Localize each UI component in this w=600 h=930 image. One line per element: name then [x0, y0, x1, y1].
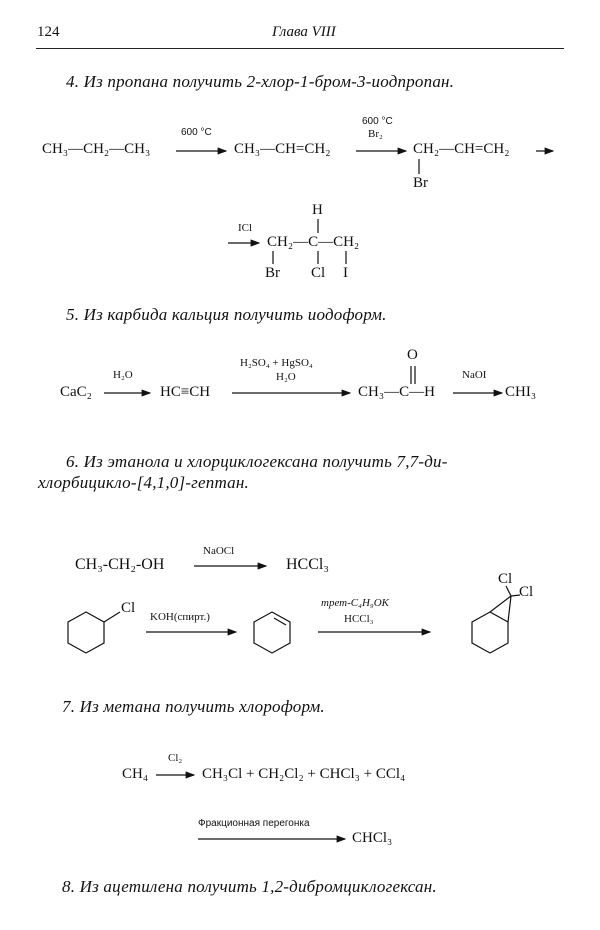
bicycle-ring: [472, 612, 508, 653]
task-5: [66, 305, 387, 325]
condition-koh: KOH(спирт.): [150, 611, 210, 623]
task-text: Из ацетилена получить 1,2-дибромциклогексан.: [79, 877, 437, 896]
condition-acid-mercury: H₂SO₄ + HgSO₄: [240, 357, 313, 369]
ethanol: CH₃-CH₂-OH: [75, 556, 165, 573]
page-number: 124: [37, 24, 60, 40]
product-br: Br: [265, 265, 280, 281]
condition-naocl: NaOCl: [203, 545, 235, 557]
task-number: 4.: [66, 72, 80, 91]
condition-naoi: NaOI: [462, 369, 487, 381]
product-cl: Cl: [311, 265, 326, 281]
product-i: I: [343, 265, 348, 281]
task-number: 5.: [66, 305, 80, 324]
condition-distillation: Фракционная перегонка: [198, 818, 310, 829]
condition-h2o-2: H₂O: [276, 371, 296, 383]
cyclohexene-double-bond: [274, 618, 286, 625]
iodoform: CHI₃: [505, 384, 537, 400]
chloroform-1: HCCl₃: [286, 556, 329, 573]
task-8: [62, 877, 437, 897]
product-h: H: [312, 202, 323, 218]
task-text: Из метана получить хлороформ.: [79, 697, 325, 716]
reagent-icl: ICl: [238, 222, 253, 234]
product-cl-right: Cl: [519, 584, 534, 600]
cyclopropane-bond-a: [490, 596, 511, 612]
header-rule: [36, 48, 564, 49]
task-number: 8.: [62, 877, 76, 896]
task-6-line-1: [66, 452, 448, 472]
task-text: Из пропана получить 2-хлор-1-бром-3-иодпропан.: [83, 72, 455, 91]
condition-br2: Br₂: [368, 128, 383, 140]
condition-temp-1: 600 °C: [181, 127, 212, 138]
condition-h2o: H₂O: [113, 369, 133, 381]
allyl-bromide: CH₂—CH=CH₂: [413, 141, 510, 157]
chapter-title: Глава VIII: [272, 24, 336, 40]
task-text: Из этанола и хлорциклогексана получить 7,7-ди-: [83, 452, 448, 471]
cyclohexene-ring: [254, 612, 290, 653]
product-chain: CH₂—C—CH₂: [267, 234, 360, 250]
cyclohexyl-ring: [68, 612, 104, 653]
calcium-carbide: CaC₂: [60, 384, 92, 400]
cyclopropane-bond-b: [508, 596, 511, 622]
acetylene: HC≡CH: [160, 384, 211, 400]
methane: CH₄: [122, 766, 149, 782]
condition-temp-2: 600 °C: [362, 116, 393, 127]
chloroform-final: CHCl₃: [352, 830, 393, 846]
allyl-br-substituent: Br: [413, 175, 428, 191]
product-cl-top: Cl: [498, 571, 513, 587]
cyclohexyl-cl: Cl: [121, 600, 136, 616]
condition-hccl3: HCCl₃: [344, 613, 374, 625]
task-6-line-2: хлорбицикло-[4,1,0]-гептан.: [38, 473, 249, 492]
carbonyl-oxygen: O: [407, 347, 418, 363]
propene: CH₃—CH=CH₂: [234, 141, 331, 157]
propane: CH₃—CH₂—CH₃: [42, 141, 151, 157]
task-text: Из карбида кальция получить иодоформ.: [83, 305, 387, 324]
task-4: [66, 72, 454, 92]
acetaldehyde: CH₃—C—H: [358, 384, 435, 400]
task-7: [62, 697, 325, 717]
task-number: 6.: [66, 452, 80, 471]
chlorination-products: CH₃Cl + CH₂Cl₂ + CHCl₃ + CCl₄: [202, 766, 406, 782]
cyclohexyl-cl-bond: [104, 612, 120, 622]
condition-tbuok: трет-C₄H₉OK: [321, 597, 389, 609]
condition-cl2: Cl₂: [168, 752, 183, 764]
task-number: 7.: [62, 697, 76, 716]
